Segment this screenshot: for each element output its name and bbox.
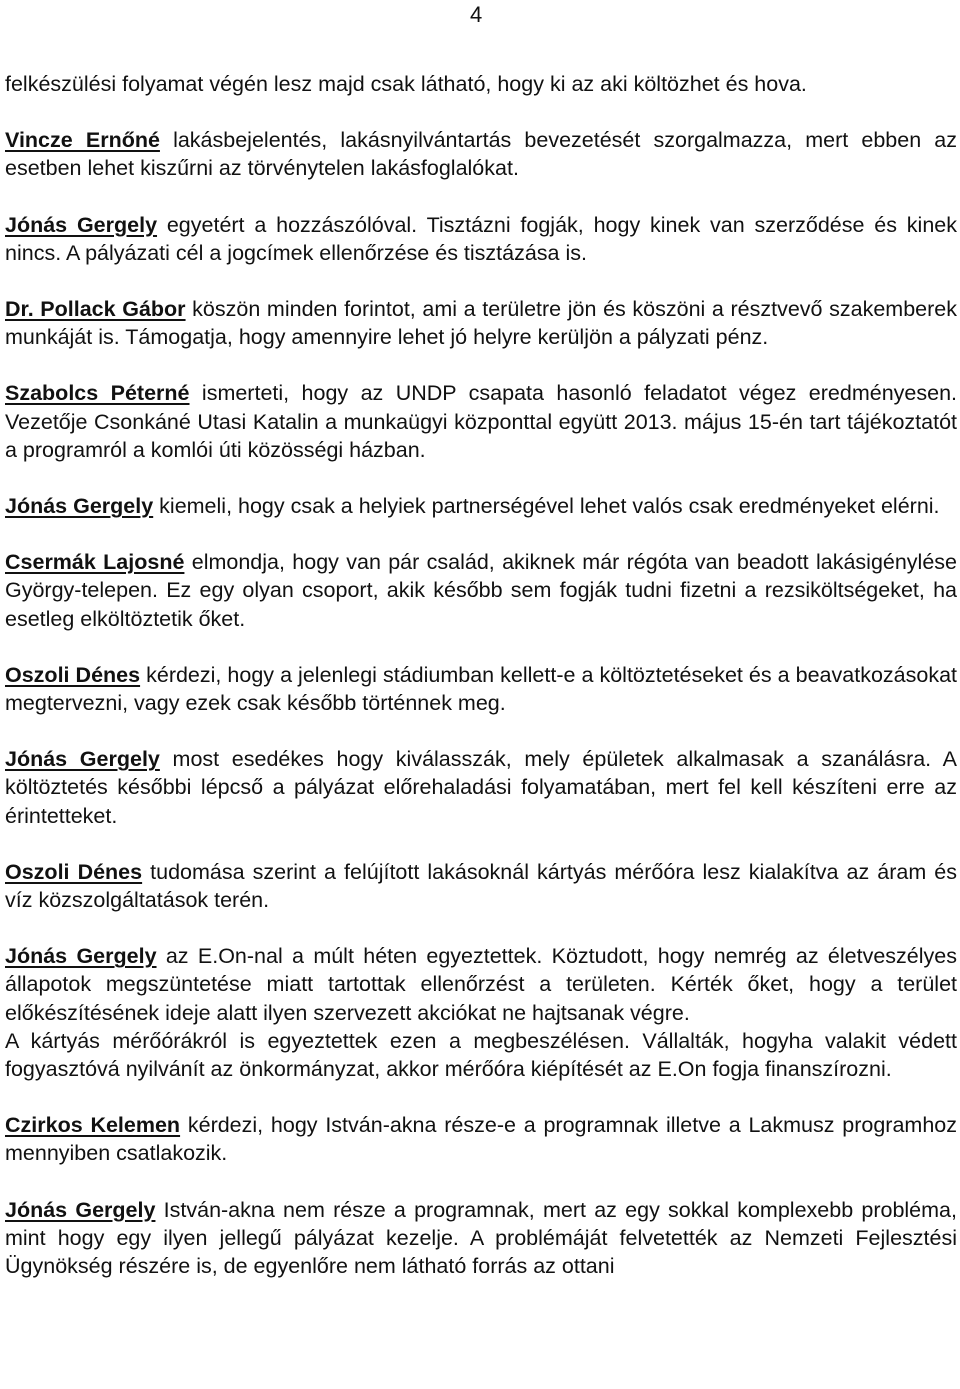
page-number: 4 [470,2,483,27]
paragraph-text: kérdezi, hogy a jelenlegi stádiumban kellett-e a költöztetéseket és a beavatkozásokat megtervezni, vagy ezek csak később történnek meg. [5,662,957,716]
minutes-body [5,70,957,1308]
paragraph-oszoli-1 [5,661,957,717]
speaker-name: Jónás Gergely [5,212,158,237]
paragraph-text: elmondja, hogy van pár család, akiknek már régóta van beadott lakásigénylése György-telepen. Ez egy olyan csoport, akik később sem fogják tudni fizetni a rezsiköltségeket, ha esetleg elköltöztetik őket. [5,550,958,631]
paragraph-oszoli-2 [5,858,957,914]
speaker-name: Oszoli Dénes [5,859,143,884]
paragraph-jonas-5 [5,1196,957,1281]
paragraph-szabolcs [5,379,957,464]
speaker-name: Szabolcs Péterné [5,381,190,406]
speaker-name: Jónás Gergely [5,1197,156,1222]
paragraph-text: köszön minden forintot, ami a területre jön és köszöni a résztvevő szakemberek munkáját is. Támogatja, hogy amennyire lehet jó helyre kerüljön a pályzati pénz. [5,297,958,350]
paragraph-text: egyetért a hozzászólóval. Tisztázni fogják, hogy kinek van szerződése és kinek nincs. A pályázati cél a jogcímek ellenőrzése és tisztázása is. [5,212,957,265]
speaker-name: Jónás Gergely [5,494,154,519]
paragraph-text: lakásbejelentés, lakásnyilvántartás bevezetését szorgalmazza, mert ebben az esetben lehet kiszűrni az törvénytelen lakásfoglalókat. [5,128,957,181]
speaker-name: Oszoli Dénes [5,662,141,687]
paragraph-text: kiemeli, hogy csak a helyiek partnerségével lehet valós csak eredményeket elérni. [153,494,940,519]
paragraph-text: most esedékes hogy kiválasszák, mely épületek alkalmasak a szanálásra. A költöztetés későbbi lépcső a pályázat előrehaladási folyamatában, mert fel kell készíteni erre az érintetteket. [5,747,957,828]
speaker-name: Jónás Gergely [5,747,160,772]
paragraph-jonas-3 [5,745,957,830]
paragraph-text: István-akna nem része a programnak, mert az egy sokkal komplexebb probléma, mint hogy egy ilyen jellegű pályázat kezelje. A problémáját felvetették az Nemzeti Fejlesztési Ügynökség részére is, de egyenlőre nem látható forrás az ottani [5,1197,957,1279]
paragraph-text: az E.On-nal a múlt héten egyeztettek. Köztudott, hogy nemrég az életveszélyes állapotok megszüntetése miatt tartottak ellenőrzést a területen. Kérték őket, hogy a terület előkészítésének ideje alatt ilyen szervezett akciókat ne hajtsanak végre. [5,944,957,1025]
paragraph-text: A kártyás mérőórákról is egyeztettek ezen a megbeszélésen. Vállalták, hogyha valakit védett fogyasztóvá nyilvánít az önkormányzat, akkor mérőóra kiépítését az E.On fogja finanszírozni. [5,1028,957,1082]
paragraph-pollack [5,295,957,351]
speaker-name: Czirkos Kelemen [5,1113,181,1138]
paragraph-text: tudomása szerint a felújított lakásoknál kártyás mérőóra lesz kialakítva az áram és víz közszolgáltatások terén. [5,859,958,913]
paragraph-meter-cards [5,1027,957,1083]
paragraph-jonas-4 [5,942,957,1027]
paragraph-text: ismerteti, hogy az UNDP csapata hasonló feladatot végez eredményesen. Vezetője Csonkáné Utasi Katalin a munkaügyi központtal együtt 2013. május 15-én tart tájékoztatót a programról a komlói úti közösségi házban. [5,381,958,462]
paragraph-czirkos [5,1111,957,1167]
speaker-name: Dr. Pollack Gábor [5,297,186,322]
paragraph-text: kérdezi, hogy István-akna része-e a programnak illetve a Lakmusz programhoz mennyiben csatlakozik. [5,1113,957,1166]
speaker-name: Csermák Lajosné [5,550,185,575]
paragraph-jonas-1 [5,211,957,267]
paragraph-jonas-2 [5,492,957,520]
speaker-name: Vincze Ernőné [5,128,160,153]
paragraph-text: felkészülési folyamat végén lesz majd csak látható, hogy ki az aki költözhet és hova. [5,72,807,96]
paragraph-csermak [5,548,957,633]
speaker-name: Jónás Gergely [5,944,157,969]
paragraph-vincze [5,126,957,182]
paragraph-continuation [5,70,957,98]
